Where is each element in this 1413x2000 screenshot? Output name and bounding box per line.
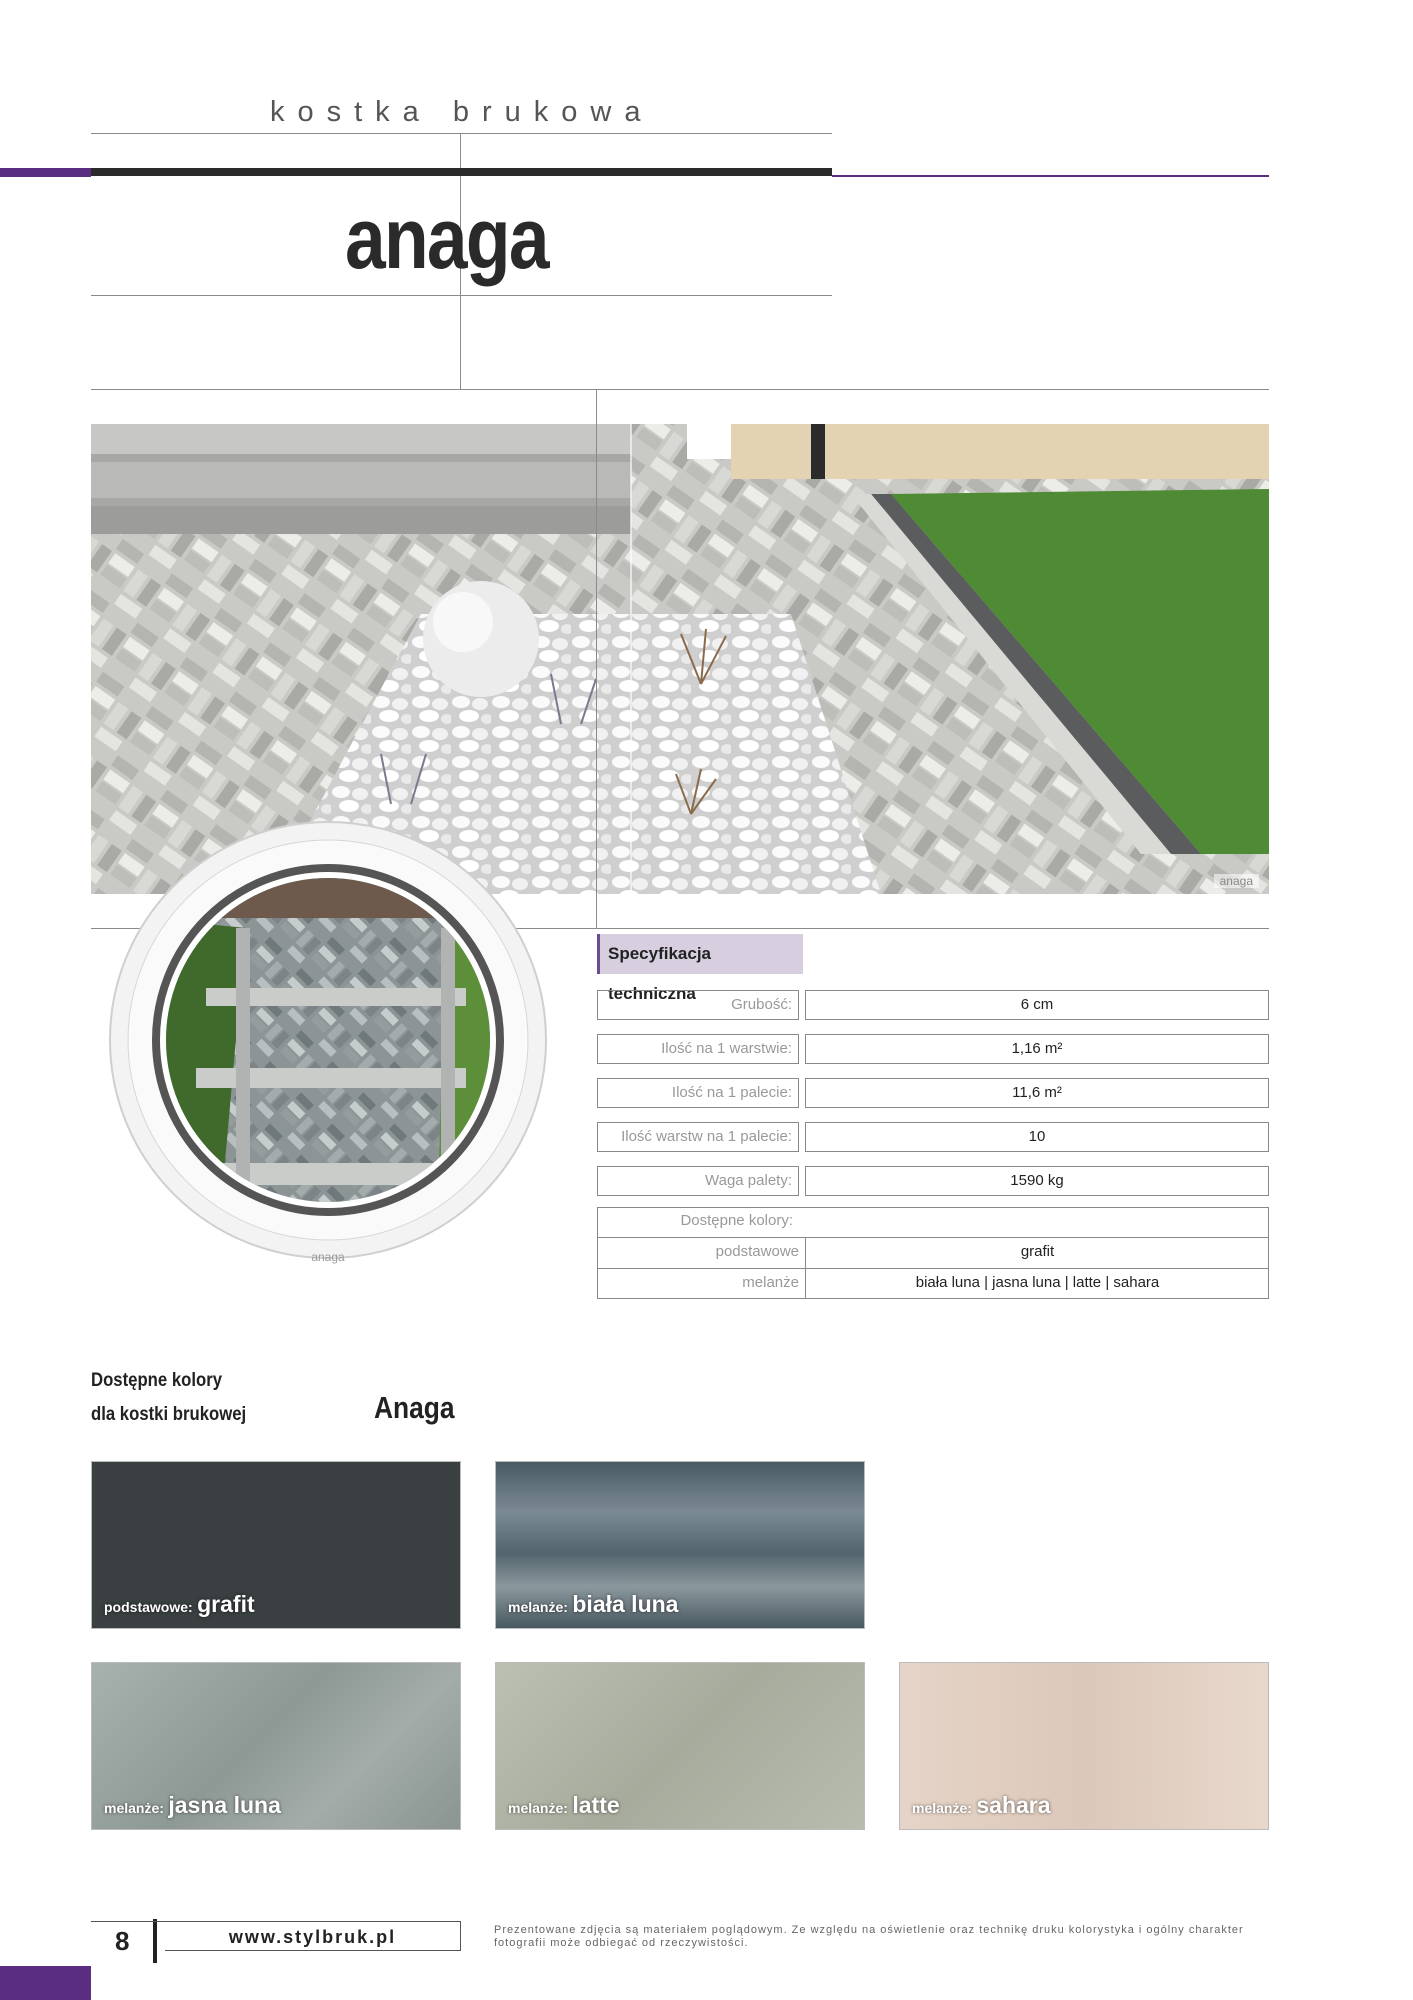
spec-colors-label: Dostępne kolory:: [680, 1212, 793, 1229]
page-number: 8: [91, 1919, 157, 1963]
colors-product-name: Anaga: [374, 1390, 455, 1425]
spec-label: Ilość na 1 warstwie:: [597, 1034, 799, 1064]
spec-title: Specyfikacja techniczna: [597, 934, 803, 974]
header-title-rule: [91, 295, 832, 296]
color-swatch-sahara: [899, 1662, 1269, 1830]
swatch-kind: melanże:: [508, 1800, 568, 1816]
swatch-name: grafit: [197, 1591, 255, 1617]
spec-value: 1,16 m²: [805, 1034, 1269, 1064]
color-swatch-jasna-luna: [91, 1662, 461, 1830]
swatch-caption: [104, 1591, 255, 1618]
product-title: anaga: [345, 191, 548, 287]
color-swatch-grafit: [91, 1461, 461, 1629]
swatch-caption: [104, 1792, 281, 1819]
colors-title-line2: dla kostki brukowej: [91, 1404, 247, 1425]
spec-label: Grubość:: [597, 990, 799, 1020]
swatch-name: sahara: [976, 1792, 1051, 1818]
swatch-caption: [508, 1591, 678, 1618]
swatch-caption: [508, 1792, 620, 1819]
color-swatch-biala-luna: [495, 1461, 865, 1629]
swatch-kind: podstawowe:: [104, 1599, 193, 1615]
colors-title-line1: Dostępne kolory: [91, 1370, 223, 1391]
spec-colors-divider-2: [597, 1268, 1269, 1269]
spec-label: Waga palety:: [597, 1166, 799, 1196]
spec-value: 6 cm: [805, 990, 1269, 1020]
swatch-kind: melanże:: [912, 1800, 972, 1816]
spec-colors-divider: [597, 1237, 1269, 1238]
center-vertical-rule: [596, 389, 597, 928]
spec-label: Ilość warstw na 1 palecie:: [597, 1122, 799, 1152]
spec-row: [597, 1078, 1269, 1108]
swatch-kind: melanże:: [508, 1599, 568, 1615]
inset-photo: [106, 818, 550, 1262]
spec-row: [597, 990, 1269, 1020]
swatch-name: latte: [572, 1792, 620, 1818]
swatch-caption: [912, 1792, 1051, 1819]
footer-url[interactable]: www.stylbruk.pl: [165, 1921, 461, 1951]
header-bottom-rule: [91, 389, 1269, 390]
spec-value: 1590 kg: [805, 1166, 1269, 1196]
spec-row: [597, 1166, 1269, 1196]
spec-basic-label: podstawowe: [715, 1243, 799, 1260]
colors-section-title: [91, 1364, 246, 1432]
swatch-kind: melanże:: [104, 1800, 164, 1816]
category-label: kostka brukowa: [270, 96, 654, 128]
footer-accent-bar: [0, 1966, 91, 2000]
swatch-name: biała luna: [572, 1591, 679, 1617]
footer-top-rule: [91, 1921, 165, 1922]
spec-melange-label: melanże: [742, 1274, 799, 1291]
header-top-rule: [91, 133, 832, 134]
header-thick-rule: [91, 168, 832, 176]
spec-row: [597, 1034, 1269, 1064]
footer-disclaimer: Prezentowane zdjęcia są materiałem poglądowym. Ze względu na oświetlenie oraz technikę druku kolorystyka i ogólny charakter fotografii może odbiegać od rzeczywistości.: [494, 1924, 1244, 1949]
swatch-name: jasna luna: [168, 1792, 281, 1818]
spec-value: 11,6 m²: [805, 1078, 1269, 1108]
color-swatch-latte: [495, 1662, 865, 1830]
accent-bar: [0, 168, 91, 177]
spec-basic-value: grafit: [1020, 1243, 1055, 1260]
header-accent-thin-rule: [832, 175, 1269, 177]
photo-caption: anaga: [1214, 874, 1259, 888]
spec-label: Ilość na 1 palecie:: [597, 1078, 799, 1108]
spec-melange-value: biała luna | jasna luna | latte | sahara: [915, 1274, 1160, 1291]
inset-caption: anaga: [311, 1250, 345, 1264]
spec-row: [597, 1122, 1269, 1152]
spec-value: 10: [805, 1122, 1269, 1152]
